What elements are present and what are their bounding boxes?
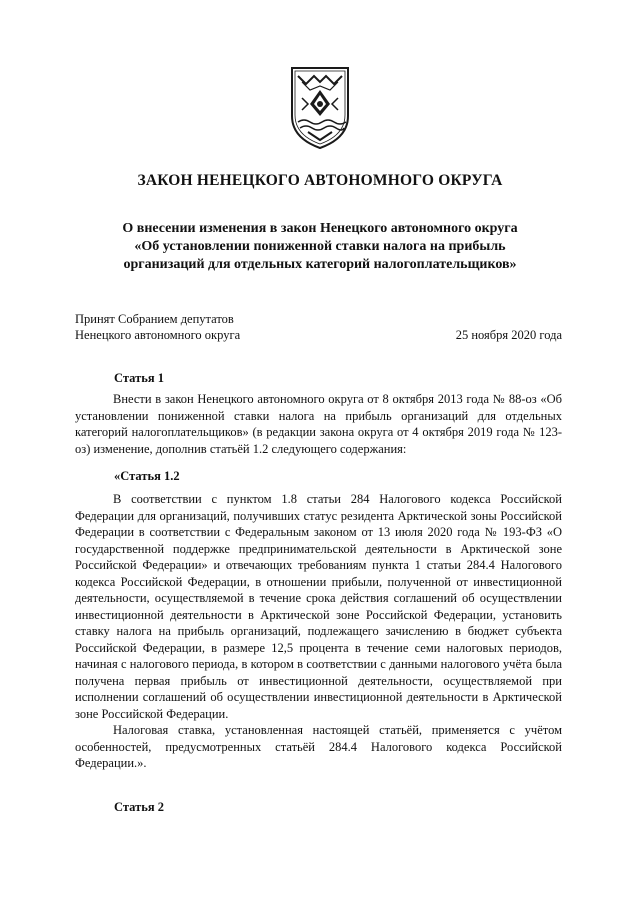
adopted-by: [75, 311, 240, 343]
article-2-heading: Статья 2: [114, 800, 164, 814]
article-1-body: [75, 391, 562, 457]
adopted-line: Ненецкого автономного округа: [75, 328, 241, 342]
paragraph: Внести в закон Ненецкого автономного округа от 8 октября 2013 года № 88-оз «Об установлении пониженной ставки налога на прибыль организаций для отдельных категорий налогоплательщиков» (в редакции закона округа от 4 октября 2019 года № 123-оз) изменение, дополнив статьёй 1.2 следующего содержания:: [75, 392, 562, 456]
law-title: ЗАКОН НЕНЕЦКОГО АВТОНОМНОГО ОКРУГА: [137, 172, 503, 189]
adopted-date: 25 ноября 2020 года: [455, 328, 562, 342]
article-1-heading: Статья 1: [114, 371, 164, 385]
subtitle-line: О внесении изменения в закон Ненецкого автономного округа: [122, 221, 518, 236]
subtitle-line: «Об установлении пониженной ставки налога на прибыль: [134, 239, 506, 254]
article-1-2-heading: «Статья 1.2: [114, 469, 180, 483]
paragraph: Налоговая ставка, установленная настоящей статьёй, применяется с учётом особенностей, предусмотренных статьёй 284.4 Налогового кодекса Российской Федерации.».: [75, 723, 562, 770]
law-subtitle: [60, 220, 580, 274]
article-1-2-body: [75, 491, 562, 772]
coat-of-arms-icon: [288, 64, 352, 150]
paragraph: В соответствии с пунктом 1.8 статьи 284 Налогового кодекса Российской Федерации для организаций, получивших статус резидента Арктической зоны Российской Федерации в соответствии с Федеральным законом от 13 июля 2020 года № 193-ФЗ «О государственной поддержке предпринимательской деятельности в Арктической зоне Российской Федерации» и отвечающих требованиям пункта 1 статьи 284.4 Налогового кодекса Российской Федерации, в отношении прибыли, полученной от инвестиционной деятельности, осуществляемой в течение срока действия соглашений об осуществлении инвестиционной деятельности в Арктической зоне Российской Федерации, установить ставку налога на прибыль организаций, подлежащего зачислению в бюджет субъекта Российской Федерации, в размере 12,5 процента в течение семи налоговых периодов, начиная с налогового периода, в котором в соответствии с данными налогового учёта была получена первая прибыль от инвестиционной деятельности, осуществляемой при исполнении соглашений об осуществлении инвестиционной деятельности в Арктической зоне Российской Федерации.: [75, 492, 562, 721]
subtitle-line: организаций для отдельных категорий налогоплательщиков»: [123, 257, 517, 272]
adopted-line: Принят Собранием депутатов: [75, 312, 234, 326]
